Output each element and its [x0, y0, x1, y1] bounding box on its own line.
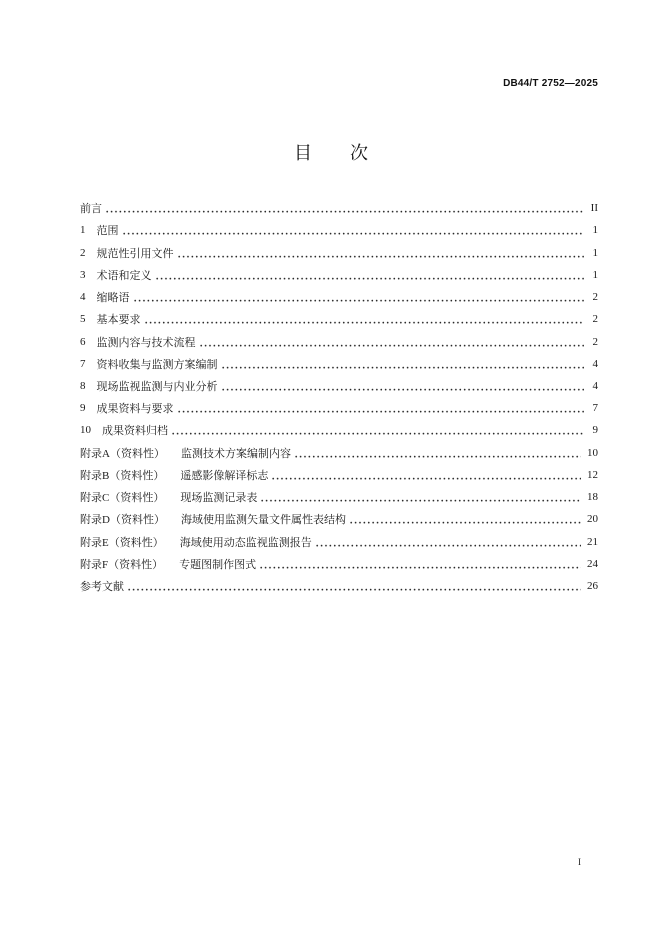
toc-page-number: 1: [592, 246, 598, 259]
toc-entry-title: 术语和定义: [96, 269, 152, 282]
toc-page-number: 24: [587, 557, 598, 570]
toc-page-number: 1: [592, 268, 598, 281]
toc-entry-number: 6: [80, 335, 86, 348]
toc-appendix-label: 附录F（资料性）: [80, 558, 164, 571]
toc-entry-title: 缩略语: [96, 292, 130, 305]
toc-page-number: 2: [592, 313, 598, 326]
toc-page-number: 2: [592, 291, 598, 304]
toc-page-number: 2: [592, 335, 598, 348]
toc-dot-leader: [260, 491, 581, 503]
toc-entry-9: [80, 397, 598, 419]
toc-entry-appendix-f: [80, 553, 598, 575]
toc-page-number: 20: [587, 513, 598, 526]
toc-entry-5: [80, 308, 598, 330]
toc-dot-leader: [259, 558, 581, 570]
toc-entry-number: 8: [80, 379, 86, 392]
toc-entry-appendix-e: [80, 531, 598, 553]
toc-page-number: 26: [587, 580, 598, 593]
toc-entry-number: 1: [80, 224, 86, 237]
toc-entry-6: [80, 330, 598, 352]
toc-page-number: 7: [592, 402, 598, 415]
toc-page-number: 4: [592, 379, 598, 392]
toc-dot-leader: [199, 336, 585, 348]
toc-entry-title: 成果资料与要求: [96, 403, 174, 416]
toc-entry-title: 专题图制作图式: [179, 558, 257, 571]
toc-page-number: 21: [587, 535, 598, 548]
toc-entry-number: 9: [80, 402, 86, 415]
toc-entry-title: 海域使用动态监视监测报告: [179, 536, 312, 549]
toc-entry-title: 参考文献: [80, 581, 124, 594]
toc-dot-leader: [177, 402, 585, 414]
toc-entry-7: [80, 353, 598, 375]
toc-dot-leader: [122, 224, 585, 236]
toc-entry-number: 7: [80, 357, 86, 370]
toc-page-number: 9: [592, 424, 598, 437]
toc-page-number: 4: [592, 357, 598, 370]
toc-entry-title: 前言: [80, 203, 102, 216]
toc-entry-number: 2: [80, 246, 86, 259]
toc-entry-2: [80, 241, 598, 263]
toc-dot-leader: [315, 536, 581, 548]
toc-entry-appendix-b: [80, 464, 598, 486]
toc-appendix-label: 附录E（资料性）: [80, 536, 164, 549]
toc-dot-leader: [155, 269, 585, 281]
toc-dot-leader: [294, 447, 581, 459]
toc-dot-leader: [144, 313, 585, 325]
toc-appendix-label: 附录B（资料性）: [80, 469, 165, 482]
toc-dot-leader: [171, 424, 584, 436]
toc-entry-foreword: [80, 197, 598, 219]
toc-entry-title: 监测内容与技术流程: [96, 336, 196, 349]
toc-dot-leader: [127, 580, 581, 592]
toc-page-number: 12: [587, 468, 598, 481]
toc-entry-number: 5: [80, 313, 86, 326]
toc-entry-title: 资料收集与监测方案编制: [96, 358, 218, 371]
toc-entry-references: [80, 575, 598, 597]
toc-appendix-label: 附录D（资料性）: [80, 514, 165, 527]
page-title: 目 次: [294, 143, 378, 164]
toc-dot-leader: [177, 247, 585, 259]
toc-page-number: 18: [587, 491, 598, 504]
toc-dot-leader: [349, 513, 581, 525]
toc-entry-1: [80, 219, 598, 241]
toc-entry-4: [80, 286, 598, 308]
toc-entry-title: 范围: [96, 225, 119, 238]
toc-entry-number: 4: [80, 291, 86, 304]
toc-dot-leader: [221, 358, 585, 370]
toc-entry-title: 基本要求: [96, 314, 141, 327]
toc-entry-appendix-a: [80, 442, 598, 464]
toc-entry-title: 成果资料归档: [102, 425, 168, 438]
toc-entry-number: 3: [80, 268, 86, 281]
toc-entry-appendix-d: [80, 508, 598, 530]
document-code: DB44/T 2752—2025: [503, 78, 598, 89]
toc-entry-title: 规范性引用文件: [96, 247, 174, 260]
toc-dot-leader: [221, 380, 585, 392]
toc-entry-10: [80, 419, 598, 441]
toc-page-number: II: [590, 202, 598, 215]
toc-entry-number: 10: [80, 424, 91, 437]
toc-entry-appendix-c: [80, 486, 598, 508]
toc-dot-leader: [105, 202, 584, 214]
toc-entry-title: 海域使用监测矢量文件属性表结构: [180, 514, 346, 527]
toc-entry-8: [80, 375, 598, 397]
toc-dot-leader: [271, 469, 581, 481]
toc-page-number: 1: [592, 224, 598, 237]
toc-entry-title: 现场监视监测与内业分析: [96, 380, 218, 393]
toc-appendix-label: 附录A（资料性）: [80, 447, 165, 460]
toc-entry-title: 遥感影像解译标志: [180, 469, 269, 482]
page-number-footer: I: [578, 857, 581, 867]
toc-dot-leader: [133, 291, 585, 303]
toc-page-number: 10: [587, 446, 598, 459]
toc-appendix-label: 附录C（资料性）: [80, 492, 165, 505]
toc-entry-title: 现场监测记录表: [180, 492, 258, 505]
table-of-contents: [80, 197, 598, 597]
toc-entry-title: 监测技术方案编制内容: [180, 447, 291, 460]
toc-entry-3: [80, 264, 598, 286]
